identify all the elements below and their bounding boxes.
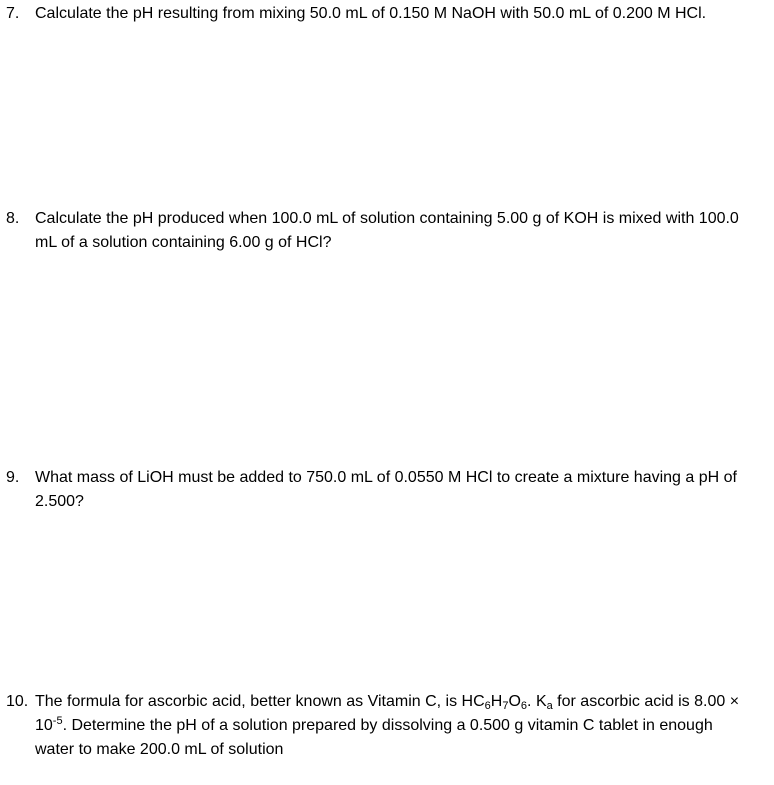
subscript: 7: [502, 700, 509, 712]
question-number: 9.: [6, 469, 20, 486]
superscript: -5: [52, 715, 63, 727]
question-text: [35, 466, 770, 514]
subscript: 6: [484, 700, 491, 712]
subscript: 6: [520, 700, 528, 712]
line-text: for ascorbic acid is 8.00 ×: [552, 693, 740, 710]
question-line: [35, 714, 770, 738]
question-line: Calculate the pH produced when 100.0 mL of solution containing 5.00 g of KOH is mixed with 100.0: [35, 210, 739, 227]
line-text: . K: [527, 693, 547, 710]
question-line: [35, 690, 770, 714]
question-line: water to make 200.0 mL of solution: [35, 741, 284, 758]
question-number: 10.: [6, 693, 29, 710]
question-text: [35, 207, 770, 255]
line-text: The formula for ascorbic acid, better known as Vitamin C, is HC: [35, 693, 485, 710]
question-number: 8.: [6, 210, 20, 227]
question-line: Calculate the pH resulting from mixing 50.0 mL of 0.150 M NaOH with 50.0 mL of 0.200 M HCl.: [35, 5, 707, 22]
question-text: [35, 2, 770, 26]
question-line: mL of a solution containing 6.00 g of HCl?: [35, 234, 332, 251]
question-line: What mass of LiOH must be added to 750.0 mL of 0.0550 M HCl to create a mixture having a pH of: [35, 469, 737, 486]
question-text: [35, 690, 770, 762]
formula-element: O: [508, 693, 521, 710]
subscript: a: [546, 700, 553, 712]
question-line: 2.500?: [35, 493, 84, 510]
formula-element: H: [490, 693, 503, 710]
line-text: . Determine the pH of a solution prepared by dissolving a 0.500 g vitamin C tablet in enough: [62, 717, 713, 734]
question-number: 7.: [6, 5, 20, 22]
line-text: 10: [35, 717, 53, 734]
